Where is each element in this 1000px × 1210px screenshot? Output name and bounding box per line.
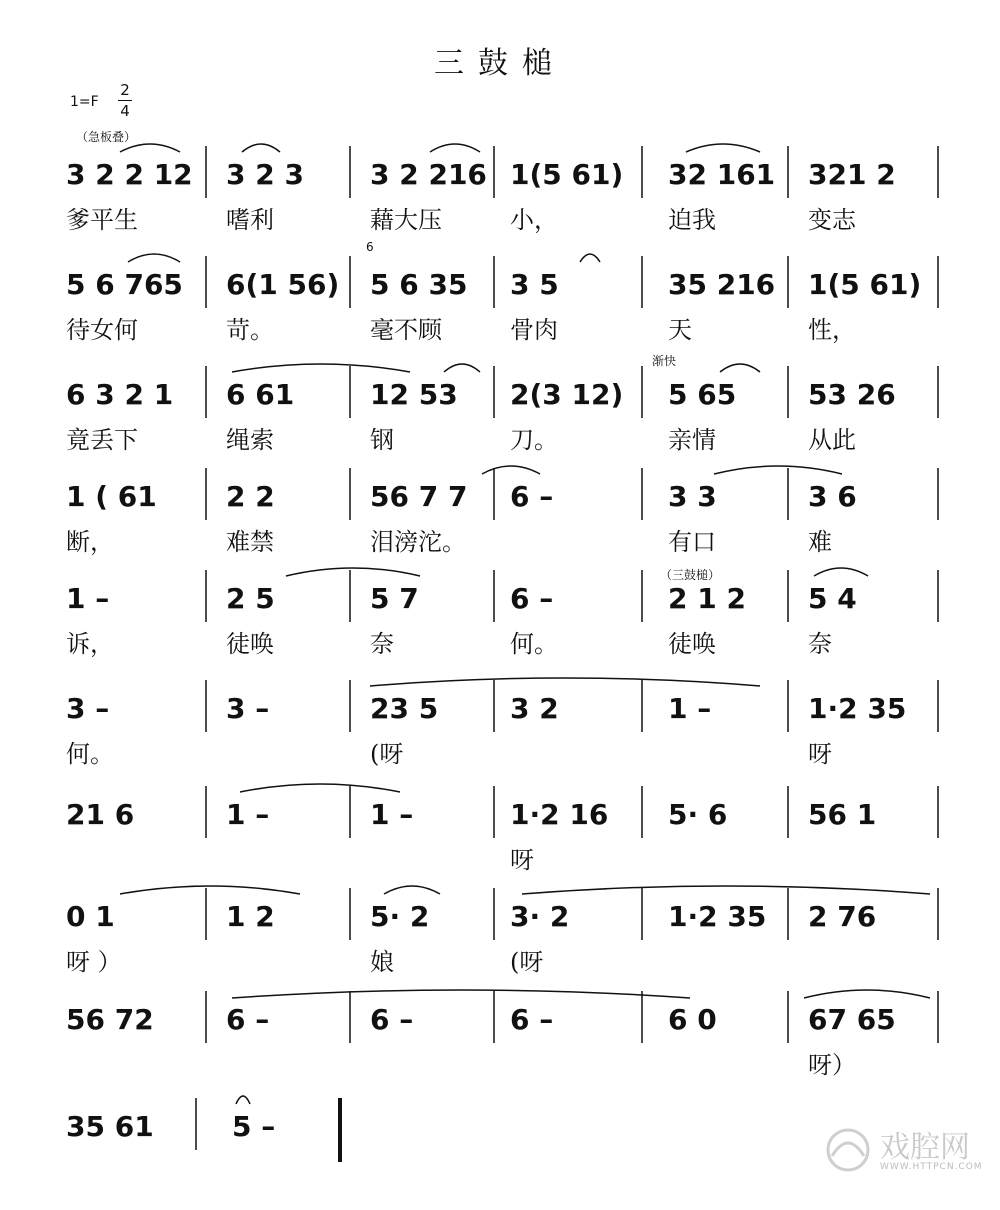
measure-lyrics: 爹平生 (66, 206, 138, 234)
measure-notes: 3 – (226, 692, 270, 725)
measure-lyrics: 泪滂沱。 (370, 528, 466, 556)
measure-notes: 56 7 7 (370, 480, 468, 513)
measure-notes: 5 6 35 (370, 268, 468, 301)
time-denominator: 4 (120, 102, 130, 120)
measure-lyrics: 徒唤 (668, 630, 716, 658)
measure-notes: 35 216 (668, 268, 776, 301)
measure-lyrics: 有口 (668, 528, 716, 556)
measure-notes: 6 0 (668, 1003, 717, 1036)
measure-lyrics: 亲情 (668, 426, 716, 454)
measure-notes: 5 4 (808, 582, 857, 615)
measure-notes: 1 – (66, 582, 110, 615)
slur (686, 144, 760, 152)
measure-notes: 0 1 (66, 900, 115, 933)
measure-notes: 35 61 (66, 1110, 154, 1143)
tempo-faster-mark: 渐快 (652, 354, 677, 368)
measure-notes: 5 65 (668, 378, 737, 411)
measure-notes: 3 2 216 (370, 158, 487, 191)
measure-notes: 21 6 (66, 798, 135, 831)
score-row (0, 900, 1000, 1000)
tempo-marking: （急板叠） (76, 130, 137, 144)
measure-notes: 6 3 2 1 (66, 378, 174, 411)
measure-notes: 2(3 12) (510, 378, 624, 411)
watermark-logo-icon (818, 1120, 878, 1176)
measure-lyrics: 骨肉 (510, 316, 558, 344)
measure-notes: 6 – (510, 480, 554, 513)
measure-lyrics: 何。 (510, 630, 558, 658)
watermark-text: 戏腔网 (880, 1130, 970, 1165)
measure-lyrics: 毫不顾 (370, 316, 442, 344)
measure-notes: 6 – (226, 1003, 270, 1036)
slur (120, 144, 180, 152)
measure-lyrics: 性， (808, 316, 856, 344)
measure-notes: 5 7 (370, 582, 419, 615)
measure-lyrics: 刀。 (510, 426, 558, 454)
measure-lyrics: (呀 (510, 948, 544, 976)
measure-notes: 5· 2 (370, 900, 430, 933)
score-title: 三鼓槌 (434, 46, 566, 81)
measure-lyrics: 藉大压 (370, 206, 442, 234)
measure-notes: 56 1 (808, 798, 877, 831)
measure-notes: 3 – (66, 692, 110, 725)
score-row (0, 480, 1000, 580)
measure-notes: 3 3 (668, 480, 717, 513)
measure-lyrics: 诉， (66, 630, 114, 658)
measure-lyrics: 难禁 (226, 528, 274, 556)
measure-notes: 56 72 (66, 1003, 154, 1036)
score-row (0, 582, 1000, 682)
measure-lyrics: 何。 (66, 740, 114, 768)
measure-notes: 32 161 (668, 158, 776, 191)
measure-notes: 5· 6 (668, 798, 728, 831)
measure-lyrics: 绳索 (226, 426, 274, 454)
measure-lyrics: 苛。 (226, 316, 274, 344)
score-row (0, 268, 1000, 368)
sangu-section-mark: （三鼓槌） (660, 568, 721, 582)
measure-notes: 67 65 (808, 1003, 896, 1036)
measure-notes: 53 26 (808, 378, 896, 411)
measure-notes: 1·2 35 (668, 900, 767, 933)
measure-lyrics: 难 (808, 528, 832, 556)
measure-lyrics: 从此 (808, 426, 856, 454)
measure-notes: 6 – (370, 1003, 414, 1036)
measure-lyrics: 断， (66, 528, 114, 556)
measure-notes: 1 – (370, 798, 414, 831)
measure-notes: 2 1 2 (668, 582, 746, 615)
time-signature (118, 80, 132, 121)
measure-lyrics: 呀 (808, 740, 832, 768)
measure-lyrics: 娘 (370, 948, 394, 976)
measure-lyrics: 奈 (370, 630, 394, 658)
measure-notes: 5 6 765 (66, 268, 183, 301)
measure-notes: 5 – (232, 1110, 276, 1143)
measure-lyrics: 呀） (808, 1051, 856, 1079)
measure-notes: 3 2 (510, 692, 559, 725)
watermark (818, 1120, 988, 1180)
measure-notes: 1·2 35 (808, 692, 907, 725)
measure-notes: 6 – (510, 582, 554, 615)
measure-lyrics: 变志 (808, 206, 856, 234)
measure-notes: 1(5 61) (808, 268, 922, 301)
measure-lyrics: (呀 (370, 740, 404, 768)
measure-notes: 1(5 61) (510, 158, 624, 191)
measure-lyrics: 徒唤 (226, 630, 274, 658)
measure-lyrics: 待女何 (66, 316, 138, 344)
watermark-url: WWW.HTTPCN.COM (880, 1162, 983, 1172)
measure-notes: 23 5 (370, 692, 439, 725)
measure-notes: 2 2 (226, 480, 275, 513)
measure-lyrics: 奈 (808, 630, 832, 658)
measure-notes: 6 – (510, 1003, 554, 1036)
key-signature: 1=F (70, 94, 99, 110)
measure-notes: 6(1 56) (226, 268, 340, 301)
measure-notes: 2 5 (226, 582, 275, 615)
score-row (0, 798, 1000, 898)
measure-lyrics: 天 (668, 316, 692, 344)
measure-notes: 3 5 (510, 268, 559, 301)
measure-notes: 6 61 (226, 378, 295, 411)
measure-notes: 3 6 (808, 480, 857, 513)
measure-lyrics: 迫我 (668, 206, 716, 234)
measure-lyrics: 呀 ） (66, 948, 122, 976)
measure-notes: 2 76 (808, 900, 877, 933)
grace-note-mark: 6 (366, 240, 374, 254)
measure-notes: 1 – (668, 692, 712, 725)
measure-lyrics: 嗜利 (226, 206, 274, 234)
measure-lyrics: 呀 (510, 846, 534, 874)
measure-notes: 1·2 16 (510, 798, 609, 831)
measure-notes: 1 2 (226, 900, 275, 933)
slur (242, 144, 280, 152)
measure-notes: 1 – (226, 798, 270, 831)
measure-notes: 3· 2 (510, 900, 570, 933)
score-row (0, 692, 1000, 792)
measure-notes: 321 2 (808, 158, 896, 191)
time-fraction-line (118, 100, 132, 101)
score-row (0, 1003, 1000, 1103)
measure-lyrics: 竟丢下 (66, 426, 138, 454)
time-numerator: 2 (120, 81, 130, 99)
slur (430, 144, 480, 152)
measure-lyrics: 钢 (370, 426, 394, 454)
measure-notes: 12 53 (370, 378, 458, 411)
measure-lyrics: 小， (510, 206, 558, 234)
score-row (0, 378, 1000, 478)
measure-notes: 3 2 3 (226, 158, 304, 191)
score-row (0, 158, 1000, 258)
measure-notes: 1 ( 61 (66, 480, 157, 513)
measure-notes: 3 2 2 12 (66, 158, 193, 191)
